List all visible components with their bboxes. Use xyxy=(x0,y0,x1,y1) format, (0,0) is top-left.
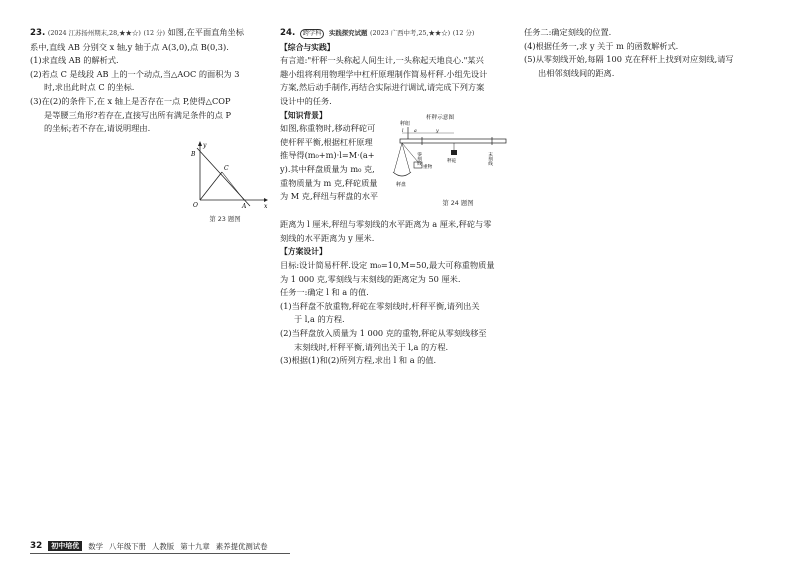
question-stem: 如图,在平面直角坐标 xyxy=(167,27,244,37)
question-tag-2: 实践探究试题 xyxy=(329,29,368,37)
footer-chapter: 第十九章 xyxy=(180,541,210,551)
sub-question-3-cont: 是等腰三角形?若存在,直接写出所有满足条件的点 P xyxy=(44,109,232,120)
sub-question-3-cont2: 的坐标;若不存在,请说明理由. xyxy=(44,123,151,134)
label-x: x xyxy=(264,203,268,210)
sub-question-1: (1)当秤盘不放重物,秤砣在零刻线时,杆秤平衡,请列出关 xyxy=(280,300,480,311)
background-line: 重物质量为 m 克,秤砣质量 xyxy=(280,177,378,188)
question-24-continued xyxy=(524,26,774,80)
label-c: C xyxy=(224,165,229,172)
coordinate-diagram xyxy=(180,140,270,210)
figure-caption: 第 23 题图 xyxy=(209,215,241,223)
page-footer xyxy=(30,540,268,552)
label-y: y xyxy=(203,142,207,149)
question-23 xyxy=(30,26,266,136)
intro-line: 方案,然后动手制作,再结合实际进行调试,请完成下列方案 xyxy=(280,82,485,93)
sub-question-2-cont: 末刻线时,杆秤平衡,请列出关于 l,a 的方程. xyxy=(294,341,449,352)
background-line: 如图,称重物时,移动秤砣可 xyxy=(280,123,376,134)
background-line: 刻线的水平距离为 y 厘米. xyxy=(280,232,375,243)
sub-question-5: (5)从零刻线开始,每隔 100 克在秤杆上找到对应刻线,请写 xyxy=(524,54,734,65)
brand-badge: 初中培优 xyxy=(48,541,82,551)
section-heading: 【知识背景】 xyxy=(280,110,327,120)
figure-24 xyxy=(392,112,510,207)
footer-edition: 人教版 xyxy=(152,541,175,551)
figure-caption: 第 24 题图 xyxy=(442,199,474,207)
section-heading: 【综合与实践】 xyxy=(280,42,335,52)
sub-question-1: (1)求直线 AB 的解析式. xyxy=(30,55,119,66)
sub-question-1-cont: 于 l,a 的方程. xyxy=(294,314,345,325)
background-line: 推导得(m₀+m)·l=M·(a+ xyxy=(280,150,375,161)
steelyard-diagram xyxy=(392,112,510,194)
label-a: A xyxy=(242,203,247,210)
goal-line: 为 1 000 克,零刻线与末刻线的距离定为 50 厘米. xyxy=(280,273,461,284)
label-l: l xyxy=(402,129,404,134)
sub-question-2-cont: 时,求出此时点 C 的坐标. xyxy=(44,82,135,93)
task-heading: 任务一:确定 l 和 a 的值. xyxy=(280,287,369,298)
footer-test: 素养提优测试卷 xyxy=(215,541,268,551)
label-a: a xyxy=(414,129,417,134)
question-source: (2023 广西中考,25,★★☆) xyxy=(369,29,451,37)
sub-question-2: (2)当秤盘放入质量为 1 000 克的重物,秤砣从零刻线移至 xyxy=(280,327,487,338)
section-heading: 【方案设计】 xyxy=(280,247,327,257)
intro-line: 有言道:"杆秤一头称起人间生计,一头称起天地良心."某兴 xyxy=(280,55,484,66)
question-number: 24. xyxy=(280,28,296,38)
sub-question-4: (4)根据任务一,求 y 关于 m 的函数解析式. xyxy=(524,40,679,51)
background-line: 使杆秤平衡,根据杠杆原理 xyxy=(280,136,373,147)
background-line: 距离为 l 厘米,秤纽与零刻线的水平距离为 a 厘米,秤砣与零 xyxy=(280,219,492,230)
intro-line: 设计中的任务. xyxy=(280,95,332,106)
sub-question-3: (3)根据(1)和(2)所列方程,求出 l 和 a 的值. xyxy=(280,355,437,366)
label-zero: 零刻线 xyxy=(416,152,422,166)
label-end: 末刻线 xyxy=(487,152,493,166)
background-line: 为 M 克,秤纽与秤盘的水平 xyxy=(280,191,379,202)
label-pan: 秤盘 xyxy=(396,182,407,188)
question-tag: 跨学科 xyxy=(300,29,325,39)
footer-grade: 八年级下册 xyxy=(109,541,147,551)
sub-question-2: (2)若点 C 是线段 AB 上的一个动点,当△AOC 的面积为 3 xyxy=(30,68,240,79)
intro-line: 趣小组将利用物理学中杠杆原理制作简易杆秤.小组先设计 xyxy=(280,68,488,79)
label-o: O xyxy=(193,202,198,209)
question-stem-line: 系中,直线 AB 分别交 x 轴,y 轴于点 A(3,0),点 B(0,3). xyxy=(30,41,229,52)
label-y: y xyxy=(436,129,439,134)
footer-subject: 数学 xyxy=(88,541,104,551)
label-b: B xyxy=(191,151,196,158)
sub-question-5-cont: 出相邻刻线间的距离. xyxy=(538,67,615,78)
page-number: 32 xyxy=(30,541,43,551)
question-number: 23. xyxy=(30,28,46,38)
sub-question-3: (3)在(2)的条件下,在 x 轴上是否存在一点 P,使得△COP xyxy=(30,95,231,106)
footer-divider xyxy=(30,553,290,554)
figure-23 xyxy=(180,140,270,225)
question-score: (12 分) xyxy=(452,29,475,37)
label-tuo: 秤砣 xyxy=(447,159,457,164)
label-niu: 秤纽 xyxy=(400,121,411,127)
goal-line: 目标:设计简易杆秤.设定 m₀=10,M=50,最大可称重物质量 xyxy=(280,259,495,270)
question-source: (2024 江苏扬州期末,28,★★☆) xyxy=(47,29,141,37)
background-line: y).其中秤盘质量为 m₀ 克, xyxy=(280,163,375,174)
question-score: (12 分) xyxy=(143,29,165,37)
figure-title: 杆秤示意图 xyxy=(426,115,454,121)
task-heading: 任务二:确定刻线的位置. xyxy=(524,27,612,37)
label-obj: 重物 xyxy=(423,165,433,170)
